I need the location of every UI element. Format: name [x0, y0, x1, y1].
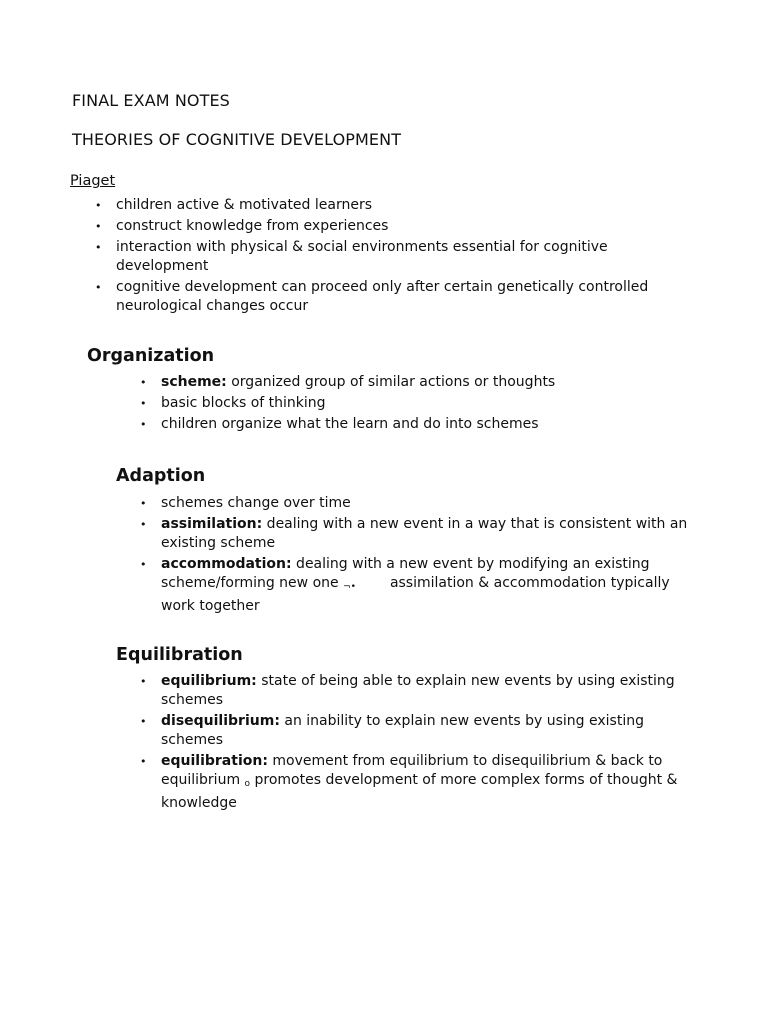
page-title: FINAL EXAM NOTES	[72, 91, 230, 110]
list-item: • accommodation: dealing with a new event by modifying an existing scheme/forming new one ¬• assimilation & accommodation typically work together	[140, 556, 670, 614]
bullet-icon: •	[140, 376, 147, 389]
bullet-icon: •	[95, 220, 102, 233]
adaption-heading: Adaption	[116, 466, 206, 486]
list-item: • children active & motivated learners	[95, 197, 373, 213]
term-label: accommodation:	[161, 556, 292, 572]
adaption-list	[140, 494, 691, 618]
term-label: assimilation:	[161, 516, 263, 532]
organization-list	[140, 373, 681, 436]
list-item: • equilibrium: state of being able to explain new events by using existing schemes	[140, 673, 675, 708]
list-item: • interaction with physical & social environments essential for cognitive development	[95, 239, 608, 274]
sub-bullet-icon: o	[244, 779, 251, 789]
list-item: • basic blocks of thinking	[140, 395, 326, 411]
list-item: • disequilibrium: an inability to explain new events by using existing schemes	[140, 713, 644, 748]
bullet-icon: •	[140, 558, 147, 571]
bullet-icon: •	[140, 715, 147, 728]
section-title: THEORIES OF COGNITIVE DEVELOPMENT	[72, 130, 402, 149]
bullet-icon: •	[140, 755, 147, 768]
organization-heading: Organization	[87, 346, 215, 366]
sub-bullet-icon: ¬•	[343, 582, 356, 592]
equilibration-list	[140, 672, 691, 815]
term-label: equilibration:	[161, 753, 268, 769]
bullet-icon: •	[95, 241, 102, 254]
piaget-subheading: Piaget	[70, 173, 116, 189]
list-item: • scheme: organized group of similar actions or thoughts	[140, 374, 556, 390]
bullet-icon: •	[95, 281, 102, 294]
list-item: • children organize what the learn and do into schemes	[140, 416, 539, 432]
list-item: • equilibration: movement from equilibrium to disequilibrium & back to equilibrium o promotes development of more complex forms of thought & knowledge	[140, 753, 678, 811]
equilibration-heading: Equilibration	[116, 645, 243, 665]
bullet-icon: •	[95, 199, 102, 212]
list-item: • construct knowledge from experiences	[95, 218, 389, 234]
list-item: • cognitive development can proceed only after certain genetically controlled neurological changes occur	[95, 279, 649, 314]
bullet-icon: •	[140, 518, 147, 531]
term-label: scheme:	[161, 374, 227, 390]
bullet-icon: •	[140, 418, 147, 431]
term-label: disequilibrium:	[161, 713, 280, 729]
term-label: equilibrium:	[161, 673, 257, 689]
bullet-icon: •	[140, 675, 147, 688]
list-item: • schemes change over time	[140, 495, 351, 511]
bullet-icon: •	[140, 497, 147, 510]
bullet-icon: •	[140, 397, 147, 410]
piaget-list	[95, 196, 676, 318]
list-item: • assimilation: dealing with a new event in a way that is consistent with an existing scheme	[140, 516, 688, 551]
